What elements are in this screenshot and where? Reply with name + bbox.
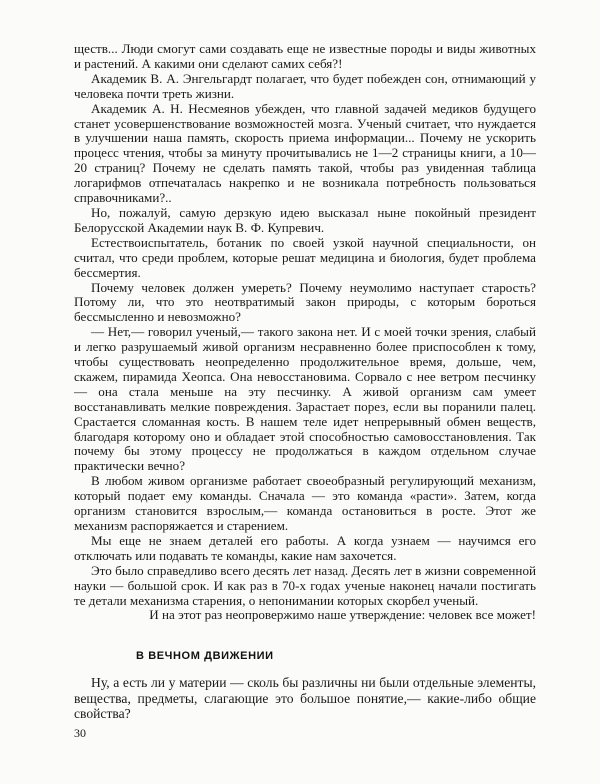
paragraph: Мы еще не знаем деталей его работы. А когда узнаем — научимся его отключать или подавать те команды, какие нам захочется. [74, 532, 536, 563]
paragraph: В любом живом организме работает своеобразный регулирующий механизм, который подает ему команды. Сначала — это команда «расти». Затем, когда организм становится взрослым,— команда остановиться в росте. Этот же механизм распоряжается и старением. [74, 473, 536, 533]
paragraph: Академик В. А. Энгельгардт полагает, что будет побежден сон, отнимающий у человека почти треть жизни. [74, 70, 536, 101]
page-number: 30 [74, 726, 86, 740]
paragraph: Естествоиспытатель, ботаник по своей узкой научной специальности, он считал, что среди проблем, которые решат медицина и биология, будет проблема бессмертия. [74, 234, 536, 280]
text-column [74, 42, 536, 722]
paragraph: Но, пожалуй, самую дерзкую идею высказал ныне покойный президент Белорусской Академии наук В. Ф. Купревич. [74, 204, 536, 235]
paragraph-continuation: ществ... Люди смогут сами создавать еще не известные породы и виды животных и растений. А какими они сделают самих себя?! [74, 41, 536, 71]
paragraph: И на этот раз неопровержимо наше утверждение: человек все может! [149, 607, 536, 623]
paragraph: Академик А. Н. Несмеянов убежден, что главной задачей медиков будущего станет усовершенствование возможностей мозга. Ученый считает, что нуждается в улучшении наша память, скорость приема информации... Почему не ускорить процесс чтения, чтобы за минуту прочитывались не 1—2 страницы книги, а 10—20 страниц? Почему не сделать память такой, чтобы раз увиденная таблица логарифмов отпечаталась накрепко и не возникала потребность пользоваться справочниками?.. [74, 100, 536, 206]
paragraph: — Нет,— говорил ученый,— такого закона нет. И с моей точки зрения, слабый и легко разрушаемый живой организм несравненно более приспособлен к тому, чтобы существовать неопределенно продолжительное время, дольше, чем, скажем, пирамида Хеопса. Она невосстановима. Сорвало с нее ветром песчинку — она стала меньше на эту песчинку. А живой организм сам умеет восстанавливать мелкие повреждения. Зарастает порез, если вы поранили палец. Срастается сломанная кость. В нашем теле идет непрерывный обмен веществ, благодаря которому оно и обладает этой способностью самовосстановления. Так почему бы этому процессу не продолжаться в каждом отдельном случае практически вечно? [74, 324, 536, 474]
paragraph: Это было справедливо всего десять лет назад. Десять лет в жизни современной науки — большой срок. И как раз в 70-х годах ученые наконец начали постигать те детали механизма старения, о непонимании которых скорбел ученый. [74, 562, 536, 608]
section-paragraph: Ну, а есть ли у материи — сколь бы различны ни были отдельные элементы, вещества, предметы, слагающие это большое понятие,— какие-либо общие свойства? [74, 675, 536, 722]
section-heading: В ВЕЧНОМ ДВИЖЕНИИ [136, 650, 274, 663]
paragraph: Почему человек должен умереть? Почему неумолимо наступает старость? Потому ли, что это неотвратимый закон природы, с которым бороться бессмысленно и невозможно? [74, 279, 536, 325]
